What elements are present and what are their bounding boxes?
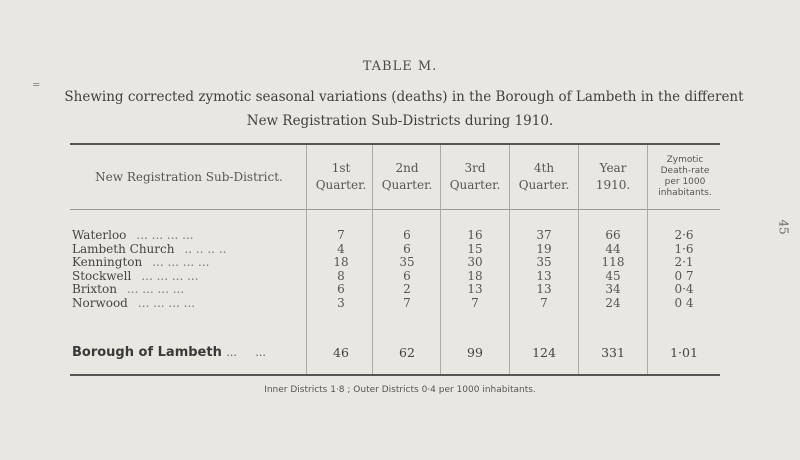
total-q3: 99 xyxy=(467,345,483,360)
sub-district-name: Kennington xyxy=(72,255,143,270)
cell-q2: 6 xyxy=(403,228,411,242)
row-label xyxy=(72,255,302,269)
cell-q4: 7 xyxy=(540,296,548,310)
total-year: 331 xyxy=(601,345,625,360)
total-q2: 62 xyxy=(399,345,415,360)
column-divider xyxy=(440,145,441,374)
footnote: Inner Districts 1·8 ; Outer Districts 0·4 per 1000 inhabitants. xyxy=(264,385,536,395)
leader-dots: .. .. .. .. xyxy=(184,241,227,256)
column-divider xyxy=(647,145,648,374)
table-description-line-2: New Registration Sub-Districts during 1910. xyxy=(246,113,554,129)
cell-rate: 0·4 xyxy=(674,282,694,297)
column-divider xyxy=(578,145,579,374)
page-number: 45 xyxy=(776,219,791,235)
cell-q2: 35 xyxy=(399,255,415,270)
header-q2: 2nd Quarter. xyxy=(381,161,433,192)
row-label xyxy=(72,228,302,242)
leader-dots: ... ... ... ... xyxy=(141,268,199,283)
row-label xyxy=(72,282,302,296)
sub-district-name: Waterloo xyxy=(72,228,127,242)
sub-district-name: Lambeth Church xyxy=(72,241,175,256)
cell-q3: 15 xyxy=(467,241,483,256)
cell-q1: 4 xyxy=(337,241,345,256)
total-rate: 1·01 xyxy=(670,345,698,360)
cell-year: 66 xyxy=(605,228,621,242)
cell-q2: 6 xyxy=(403,268,411,283)
leader-dots: ... ... ... ... xyxy=(136,228,194,242)
cell-q1: 7 xyxy=(337,228,345,242)
column-divider xyxy=(372,145,373,374)
row-label xyxy=(72,296,302,310)
cell-q1: 6 xyxy=(337,282,345,297)
cell-q4: 13 xyxy=(536,268,552,283)
cell-q4: 35 xyxy=(536,255,552,270)
table-title: TABLE M. xyxy=(362,59,438,74)
cell-q3: 13 xyxy=(467,282,483,297)
cell-q2: 6 xyxy=(403,241,411,256)
cell-q3: 18 xyxy=(467,268,483,283)
cell-year: 45 xyxy=(605,268,621,283)
header-q4: 4th Quarter. xyxy=(518,161,570,192)
leader-dots: ... ... ... ... xyxy=(152,255,210,270)
cell-year: 34 xyxy=(605,282,621,297)
cell-year: 24 xyxy=(605,296,621,310)
leader-dots: ... ... ... ... xyxy=(126,282,185,297)
sub-district-name: Norwood xyxy=(72,296,128,310)
table-bottom-rule xyxy=(70,374,720,376)
total-name: Borough of Lambeth xyxy=(72,345,222,360)
sub-district-name: Stockwell xyxy=(72,268,132,283)
cell-q4: 19 xyxy=(536,241,552,256)
leader-dots: ... ... ... ... xyxy=(137,296,196,310)
cell-year: 44 xyxy=(605,241,621,256)
cell-rate: 0 7 xyxy=(674,268,694,283)
cell-year: 118 xyxy=(601,255,625,270)
header-death-rate: Zymotic Death-rate per 1000 inhabitants. xyxy=(658,155,712,198)
cell-rate: 1·6 xyxy=(674,241,694,256)
cell-q3: 7 xyxy=(471,296,479,310)
cell-q3: 30 xyxy=(467,255,483,270)
header-q1: 1st Quarter. xyxy=(315,161,367,192)
cell-q1: 8 xyxy=(337,268,345,283)
margin-mark: = xyxy=(32,80,41,91)
cell-q3: 16 xyxy=(467,228,483,242)
cell-rate: 2·6 xyxy=(674,228,694,242)
row-label xyxy=(72,242,302,256)
header-year: Year 1910. xyxy=(595,161,631,192)
table-header-rule xyxy=(70,209,720,210)
total-label: Borough of Lambeth ... ... xyxy=(72,345,266,360)
cell-q2: 7 xyxy=(403,296,411,310)
column-divider xyxy=(306,145,307,374)
total-q4: 124 xyxy=(532,345,556,360)
sub-district-name: Brixton xyxy=(72,282,117,297)
cell-q4: 13 xyxy=(536,282,552,297)
header-sub-district: New Registration Sub-District. xyxy=(95,169,283,184)
cell-rate: 0 4 xyxy=(674,296,694,310)
cell-q2: 2 xyxy=(403,282,411,297)
cell-q1: 3 xyxy=(337,296,345,310)
column-divider xyxy=(509,145,510,374)
header-q3: 3rd Quarter. xyxy=(449,161,501,192)
cell-q1: 18 xyxy=(333,255,349,270)
table-description-line-1: Shewing corrected zymotic seasonal variations (deaths) in the Borough of Lambeth in the different xyxy=(64,89,744,105)
cell-rate: 2·1 xyxy=(674,255,694,270)
row-label xyxy=(72,269,302,283)
cell-q4: 37 xyxy=(536,228,552,242)
total-q1: 46 xyxy=(333,345,349,360)
